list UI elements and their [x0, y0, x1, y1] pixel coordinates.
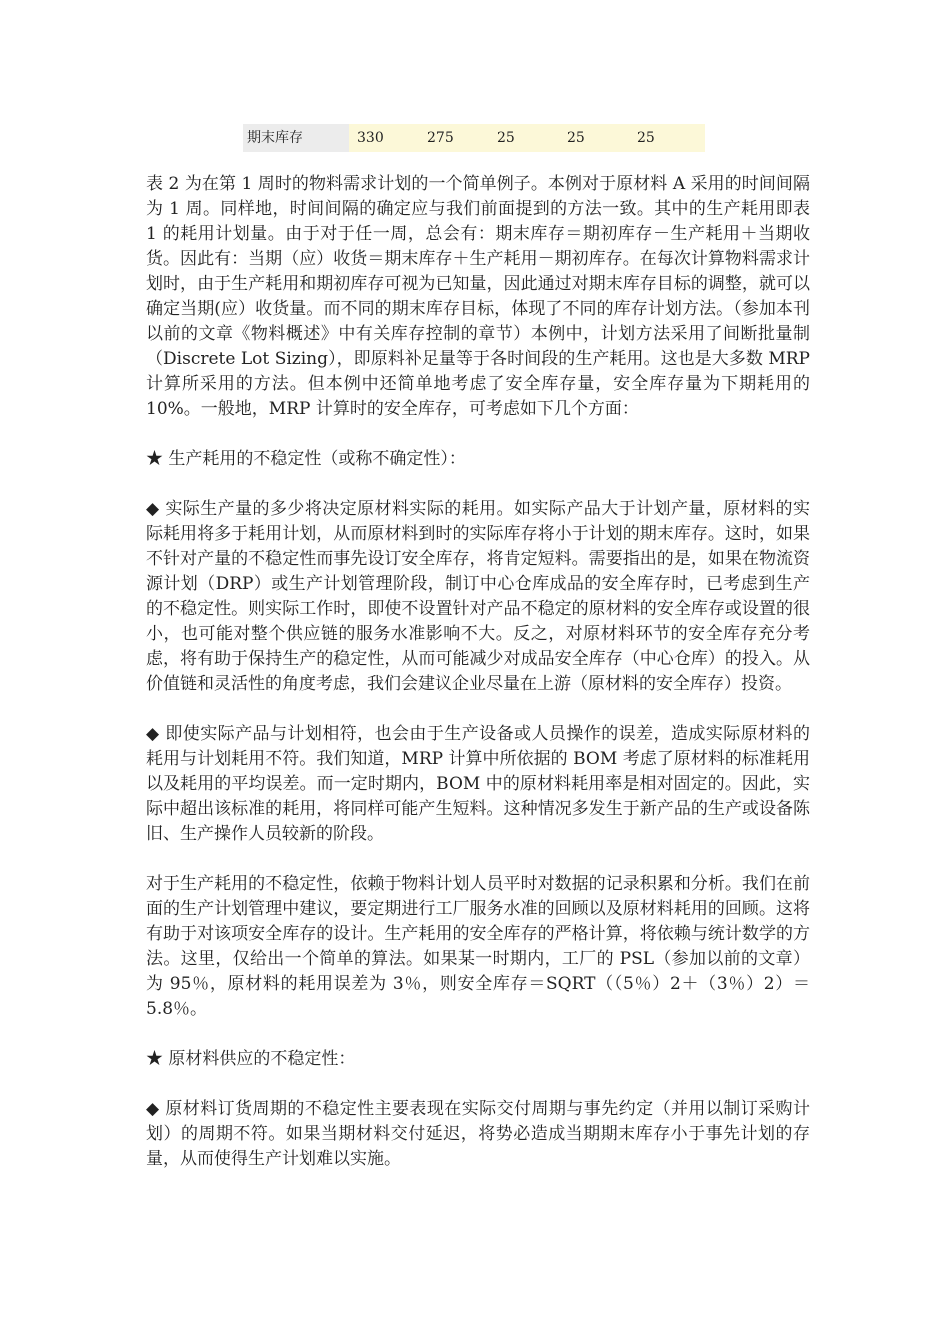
- row-values: [349, 124, 705, 152]
- row-label: 期末库存: [243, 124, 349, 152]
- table-cell: 275: [427, 130, 454, 146]
- table-cell: 25: [567, 130, 585, 146]
- document-body: [146, 172, 810, 1197]
- section-heading: ★ 原材料供应的不稳定性：: [146, 1049, 356, 1069]
- paragraph: 表 2 为在第 1 周时的物料需求计划的一个简单例子。本例对于原材料 A 采用的时间间隔为 1 周。同样地，时间间隔的确定应与我们前面提到的方法一致。其中的生产耗用即表 1 的耗用计划量。由于对于任一周，总会有：期末库存＝期初库存－生产耗用＋当期收货。因此有：当期（应）收货＝期末库存＋生产耗用－期初库存。在每次计算物料需求计划时，由于生产耗用和期初库存可视为已知量，因此通过对期末库存目标的调整，就可以确定当期(应）收货量。而不同的期末库存目标，体现了不同的库存计划方法。（参加本刊以前的文章《物料概述》中有关库存控制的章节）本例中，计划方法采用了间断批量制（Discrete Lot Sizing），即原料补足量等于各时间段的生产耗用。这也是大多数 MRP 计算所采用的方法。但本例中还简单地考虑了安全库存量，安全库存量为下期耗用的 10%。一般地，MRP 计算时的安全库存，可考虑如下几个方面：: [146, 174, 810, 419]
- paragraph: 对于生产耗用的不稳定性，依赖于物料计划人员平时对数据的记录积累和分析。我们在前面的生产计划管理中建议，要定期进行工厂服务水准的回顾以及原材料耗用的回顾。这将有助于对该项安全库存的设计。生产耗用的安全库存的严格计算，将依赖与统计数学的方法。这里，仅给出一个简单的算法。如果某一时期内，工厂的 PSL（参加以前的文章）为 95％，原材料的耗用误差为 3％，则安全库存＝SQRT（（5％）2＋（3％）2）＝5.8％。: [146, 874, 810, 1019]
- paragraph: ◆ 实际生产量的多少将决定原材料实际的耗用。如实际产品大于计划产量，原材料的实际耗用将多于耗用计划，从而原材料到时的实际库存将小于计划的期末库存。这时，如果不针对产量的不稳定性而事先设订安全库存，将肯定短料。需要指出的是，如果在物流资源计划（DRP）或生产计划管理阶段，制订中心仓库成品的安全库存时，已考虑到生产的不稳定性。则实际工作时，即使不设置针对产品不稳定的原材料的安全库存或设置的很小，也可能对整个供应链的服务水准影响不大。反之，对原材料环节的安全库存充分考虑，将有助于保持生产的稳定性，从而可能减少对成品安全库存（中心仓库）的投入。从价值链和灵活性的角度考虑，我们会建议企业尽量在上游（原材料的安全库存）投资。: [146, 499, 810, 694]
- table-cell: 25: [497, 130, 515, 146]
- paragraph: ◆ 原材料订货周期的不稳定性主要表现在实际交付周期与事先约定（并用以制订采购计划）的周期不符。如果当期材料交付延迟，将势必造成当期期末库存小于事先计划的存量，从而使得生产计划难以实施。: [146, 1099, 810, 1169]
- section-heading: ★ 生产耗用的不稳定性（或称不确定性）：: [146, 449, 466, 469]
- table-cell: 330: [357, 130, 384, 146]
- table-row: [243, 124, 705, 152]
- table-cell: 25: [637, 130, 655, 146]
- paragraph: ◆ 即使实际产品与计划相符，也会由于生产设备或人员操作的误差，造成实际原材料的耗用与计划耗用不符。我们知道，MRP 计算中所依据的 BOM 考虑了原材料的标准耗用以及耗用的平均误差。而一定时期内，BOM 中的原材料耗用率是相对固定的。因此，实际中超出该标准的耗用，将同样可能产生短料。这种情况多发生于新产品的生产或设备陈旧、生产操作人员较新的阶段。: [146, 724, 810, 844]
